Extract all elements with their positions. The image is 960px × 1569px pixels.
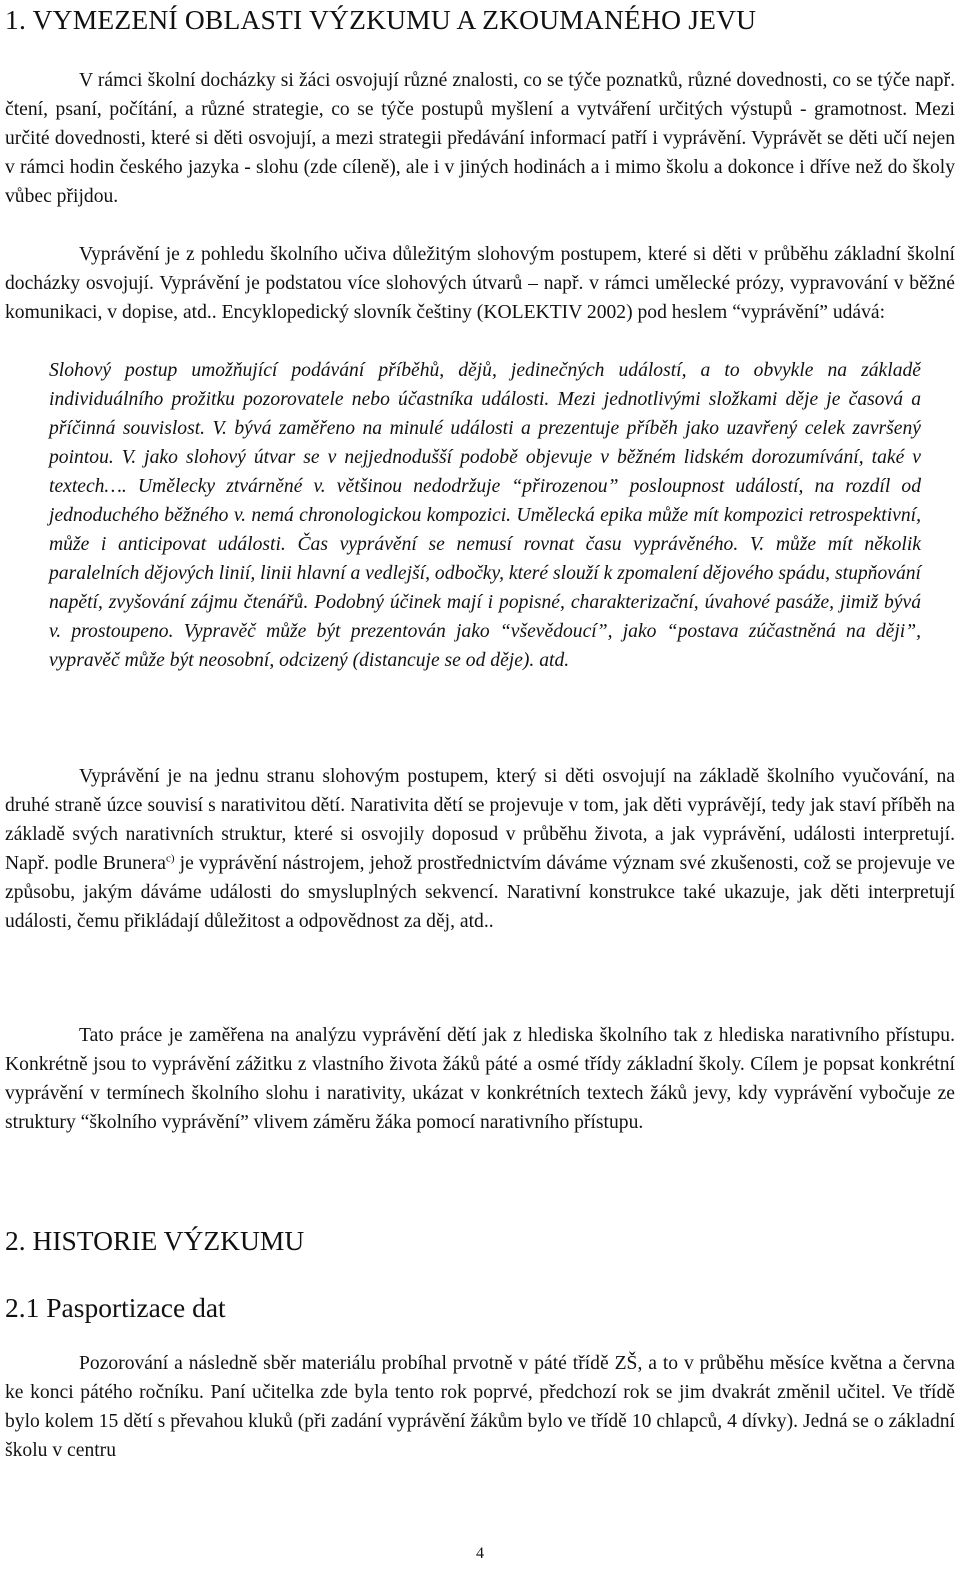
- paragraph-data-collection: Pozorování a následně sběr materiálu probíhal prvotně v páté třídě ZŠ, a to v průběhu měsíce května a června ke konci pátého ročníku. Paní učitelka zde byla tento rok poprvé, předchozí rok se jim dvakrát změnil učitel. Ve třídě bylo kolem 15 dětí s převahou kluků (při zadání vyprávění žákům bylo ve třídě 10 chlapců, 4 dívky). Jedná se o základní školu v centru: [5, 1353, 955, 1461]
- encyclopedia-quote: Slohový postup umožňující podávání příběhů, dějů, jedinečných událostí, a to obvykle na základě individuálního prožitku pozorovatele nebo účastníka události. Mezi jednotlivými složkami děje je časová a příčinná souvislost. V. bývá zaměřeno na minulé události a prezentuje příběh jako uzavřený celek završený pointou. V. jako slohový útvar se v nejjednodušší podobě objevuje v běžném lidském dorozumívání, také v textech…. Umělecky ztvárněné v. většinou nedodržuje “přirozenou” posloupnost událostí, na rozdíl od jednoduchého běžného v. nemá chronologickou kompozici. Umělecká epika může mít kompozici retrospektivní, může i anticipovat události. Čas vyprávění se nemusí rovnat času vyprávěného. V. může mít několik paralelních dějových linií, linii hlavní a vedlejší, odbočky, které slouží k zpomalení dějového spádu, stupňování napětí, zvyšování zájmu čtenářů. Podobný účinek mají i popisné, charakterizační, úvahové pasáže, jimiž bývá v. prostoupeno. Vypravěč může být prezentován jako “vševědoucí”, jako “postava zúčastněná na ději”, vypravěč může být neosobní, odcizený (distancuje se od děje). atd.: [49, 360, 921, 671]
- paragraph-thesis-aim: Tato práce je zaměřena na analýzu vyprávění dětí jak z hlediska školního tak z hlediska narativního přístupu. Konkrétně jsou to vyprávění zážitku z vlastního života žáků páté a osmé třídy základní školy. Cílem je popsat konkrétní vyprávění v termínech školního slohu i narativity, ukázat v konkrétních textech žáků jevy, kdy vyprávění vybočuje ze struktury “školního vyprávění” vlivem záměru žáka pomocí narativního přístupu.: [5, 1025, 955, 1133]
- page-number: 4: [476, 1545, 484, 1562]
- paragraph-narrativity-text-b: je vyprávění nástrojem, jehož prostřednictvím dáváme význam své zkušenosti, což se projevuje ve způsobu, jakým dáváme události do smysluplných sekvencí. Narativní konstrukce také ukazuje, jak děti interpretují události, čemu přikládají důležitost a odpovědnost za děj, atd..: [5, 853, 955, 932]
- section-heading-2: 2. HISTORIE VÝZKUMU: [5, 1225, 305, 1256]
- section-heading-1: 1. VYMEZENÍ OBLASTI VÝZKUMU A ZKOUMANÉHO JEVU: [5, 4, 757, 35]
- citation-superscript: c): [165, 852, 175, 865]
- paragraph-narrativity-text-a: Vyprávění je na jednu stranu slohovým postupem, který si děti osvojují na základě školního vyučování, na druhé straně úzce souvisí s narativitou dětí. Narativita dětí se projevuje v tom, jak děti vyprávějí, tedy jak staví příběh na základě svých narativních struktur, které si osvojily doposud v průběhu života, a jak vyprávění, události interpretují. Např. podle Brunera: [5, 766, 955, 874]
- paragraph-intro: V rámci školní docházky si žáci osvojují různé znalosti, co se týče poznatků, různé dovednosti, co se týče např. čtení, psaní, počítání, a různé strategie, co se týče postupů myšlení a vytváření určitých výstupů - gramotnost. Mezi určité dovednosti, které si děti osvojují, a mezi strategii předávání informací patří i vyprávění. Vyprávět se děti učí nejen v rámci hodin českého jazyka - slohu (zde cíleně), ale i v jiných hodinách a i mimo školu a dokonce i dříve než do školy vůbec přijdou.: [5, 70, 955, 207]
- subsection-heading-2-1: 2.1 Pasportizace dat: [5, 1292, 226, 1323]
- paragraph-narration-definition: Vyprávění je z pohledu školního učiva důležitým slohovým postupem, které si děti v průběhu základní školní docházky osvojují. Vyprávění je podstatou více slohových útvarů – např. v rámci umělecké prózy, vypravování v běžné komunikaci, v dopise, atd.. Encyklopedický slovník češtiny (KOLEKTIV 2002) pod heslem “vyprávění” udává:: [5, 244, 955, 323]
- paragraph-narrativity: [5, 762, 955, 936]
